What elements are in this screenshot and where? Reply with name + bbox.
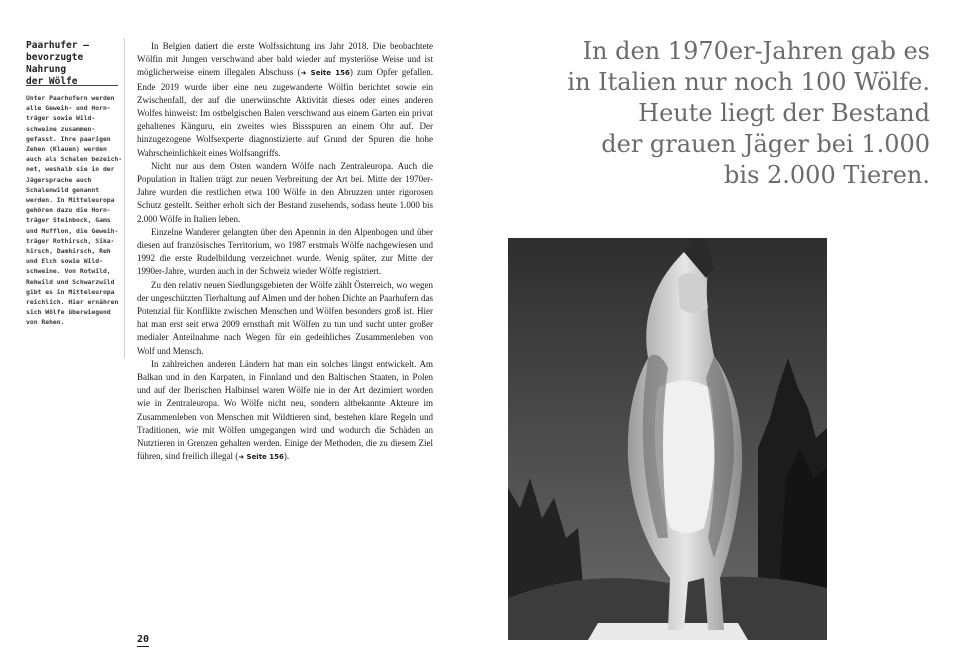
page-reference: ➜ Seite 156: [238, 453, 284, 462]
text-run: ) zum Opfer gefallen. Ende 2019 wurde über eine neu zugewanderte Wölfin berichtet sowie ein Zwischenfall, der auf die unerwünschte Aktivität dieses oder eines anderen Wolfes hinweist: Im ostbelgischen Balen verschwand aus einem Garten ein privat gehaltenes Känguru, ein zweites wies Bissspuren an einem Ohr auf. Der hinzugezogene Wolfsexperte diagnostizierte auf Grund der Spuren die hohe Wahrscheinlichkeit eines Wolfsangriffs.: [137, 67, 433, 158]
body-paragraph: [137, 358, 433, 465]
pull-quote-line: bis 2.000 Tieren.: [724, 161, 930, 189]
pull-quote-line: in Italien nur noch 100 Wölfe.: [567, 68, 930, 96]
sidebar-rule: [26, 85, 118, 86]
sidebar-heading-line: der Wölfe: [26, 76, 78, 87]
sidebar-text: [26, 93, 123, 328]
page-reference: ➜ Seite 156: [300, 69, 350, 78]
body-paragraph: Nicht nur aus dem Osten wandern Wölfe nach Zentraleuropa. Auch die Population in Italien trägt zur neuen Verbreitung der Art bei. Mitte der 1970er-Jahre wurden die restlichen etwa 100 Wölfe in den Abruzzen unter rigorosen Schutz gestellt. Seither erholt sich der Bestand zusehends, sodass heute 1.000 bis 2.000 Wölfe in Italien leben.: [137, 160, 433, 224]
body-paragraph: Einzelne Wanderer gelangten über den Apennin in den Alpenbogen und über diesen auf französisches Territorium, wo 1987 erstmals Wölfe nachgewiesen und 1992 die erste Rudelbildung verzeichnet wurde. Wenig später, zur Mitte der 1990er-Jahre, wurden auch in der Schweiz wieder Wölfe registriert.: [137, 226, 433, 277]
sidebar-text-line: träger Steinbock, Gams: [26, 216, 111, 225]
sidebar-text-line: Rehwild und Schwarzwild: [26, 277, 115, 286]
wolf-illustration: [508, 238, 827, 640]
pull-quote-line: Heute liegt der Bestand: [638, 99, 930, 127]
sidebar-text-line: alle Geweih- und Horn-: [26, 104, 111, 113]
sidebar-text-line: von Rehen.: [26, 318, 65, 327]
text-run: ).: [283, 451, 290, 462]
sidebar-text-line: net, weshalb sie in der: [26, 165, 115, 174]
sidebar-text-line: Zehen (Klauen) werden: [26, 145, 107, 154]
howling-wolf-photo: [508, 238, 827, 640]
sidebar-text-line: Schalenwild genannt: [26, 185, 100, 194]
page-number: 20: [137, 634, 150, 645]
sidebar-text-line: träger sowie Wild-: [26, 114, 96, 123]
sidebar-text-line: hirsch, Damhirsch, Reh: [26, 247, 111, 256]
text-run: In zahlreichen anderen Ländern hat man ein solches längst entwickelt. Am Balkan und in den Karpaten, in Finnland und den Baltischen Staaten, in Polen und auf der Iberischen Halbinsel waren Wölfe nie in der Art dezimiert worden wie in Zentraleuropa. Wo Wölfe nicht neu, sondern altbekannte Akteure im Zusammenleben von Menschen mit Wildtieren sind, bestehen klare Regeln und Traditionen, wie mit Wölfen umgegangen wird und wodurch die Schäden an Nutztieren in Grenzen gehalten werden. Einige der Methoden, die zu diesem Ziel führen, sind freilich illegal (: [137, 358, 433, 462]
sidebar-text-line: und Elch sowie Wild-: [26, 257, 103, 266]
sidebar-text-line: träger Rothirsch, Sika-: [26, 236, 115, 245]
pull-quote: [530, 36, 930, 191]
text-run: In Belgien datiert die erste Wolfssichtung ins Jahr 2018. Die beobachtete Wölfin mit Jungen verschwand aber bald wieder auf mysteriöse Weise und ist möglicherweise einem illegalen Abschuss (: [137, 41, 433, 78]
sidebar-text-line: werden. In Mitteleuropa: [26, 196, 115, 205]
pull-quote-line: In den 1970er-Jahren gab es: [582, 37, 930, 65]
sidebar-heading: [26, 40, 118, 88]
sidebar-text-line: Unter Paarhufern werden: [26, 94, 115, 102]
sidebar-text-line: und Mufflon, die Geweih-: [26, 226, 119, 235]
sidebar-heading-line: bevorzugte Nahrung: [26, 52, 84, 75]
body-paragraph: Zu den relativ neuen Siedlungsgebieten der Wölfe zählt Österreich, wo wegen der ungeschützten Tierhaltung auf Almen und der hohen Dichte an Paarhufern das Potenzial für Konflikte zwischen Menschen und Wölfen besonders groß ist. Hier hat man erst seit etwa 2009 ernsthaft mit Wölfen zu tun und sucht unter großer medialer Anteilnahme nach Wegen für ein gedeihliches Zusammenleben von Wolf und Mensch.: [137, 279, 433, 356]
sidebar-text-line: gibt es in Mitteleuropa: [26, 287, 115, 296]
body-paragraph: [137, 40, 433, 160]
sidebar-text-line: Jägersprache auch: [26, 175, 92, 184]
sidebar-text-line: gefasst. Ihre paarigen: [26, 134, 111, 143]
sidebar-heading-line: Paarhufer –: [26, 40, 89, 51]
sidebar-text-line: sich Wölfe überwiegend: [26, 308, 111, 317]
column-divider: [124, 38, 125, 358]
pull-quote-line: der grauen Jäger bei 1.000: [601, 130, 930, 158]
body-text: [137, 40, 433, 465]
sidebar-text-line: schweine zusammen-: [26, 124, 96, 133]
sidebar-text-line: schweine. Von Rotwild,: [26, 267, 111, 276]
sidebar-text-line: reichlich. Hier ernähren: [26, 298, 119, 307]
sidebar-text-line: gehören dazu die Horn-: [26, 206, 111, 215]
sidebar-text-line: auch als Schalen bezeich-: [26, 155, 123, 164]
